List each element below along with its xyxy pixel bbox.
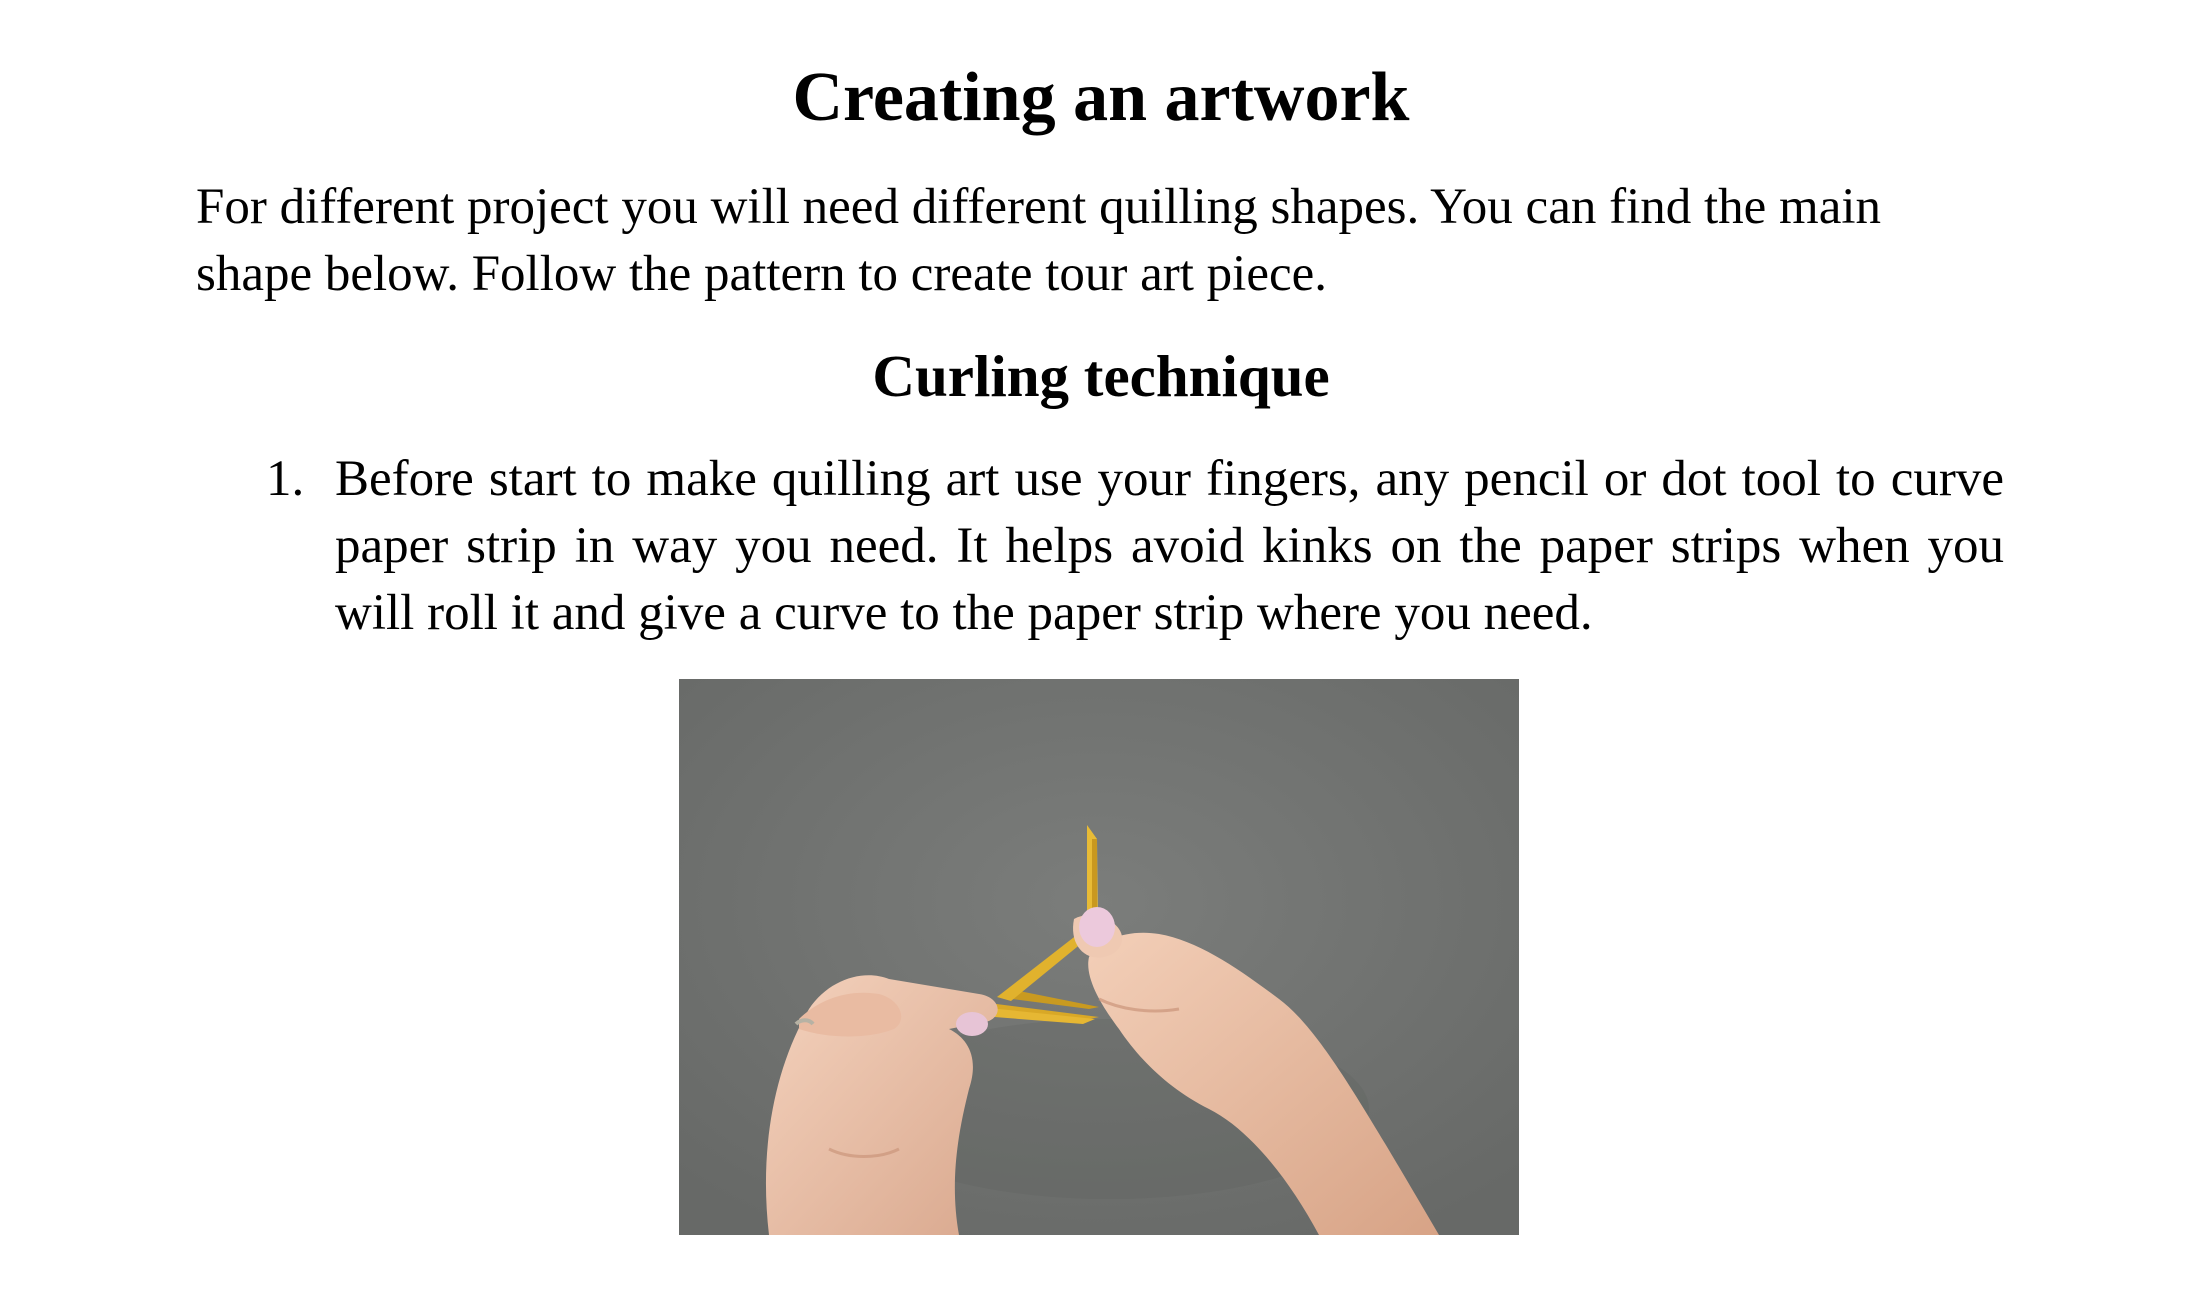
intro-paragraph: For different project you will need different quilling shapes. You can find the main shape below. Follow the pattern to create tour art piece. xyxy=(196,179,1882,302)
section-title: Curling technique xyxy=(872,343,1330,409)
step-text: Before start to make quilling art use your fingers, any pencil or dot tool to curve paper strip in way you need. It helps avoid kinks on the paper strips when you will roll it and give a curve to the paper strip where you need. xyxy=(335,451,2004,641)
step-number: 1. xyxy=(266,451,305,507)
curling-photo xyxy=(679,679,1519,1235)
steps-list xyxy=(196,446,2004,647)
list-item xyxy=(196,446,2004,647)
page-title: Creating an artwork xyxy=(792,59,1410,136)
